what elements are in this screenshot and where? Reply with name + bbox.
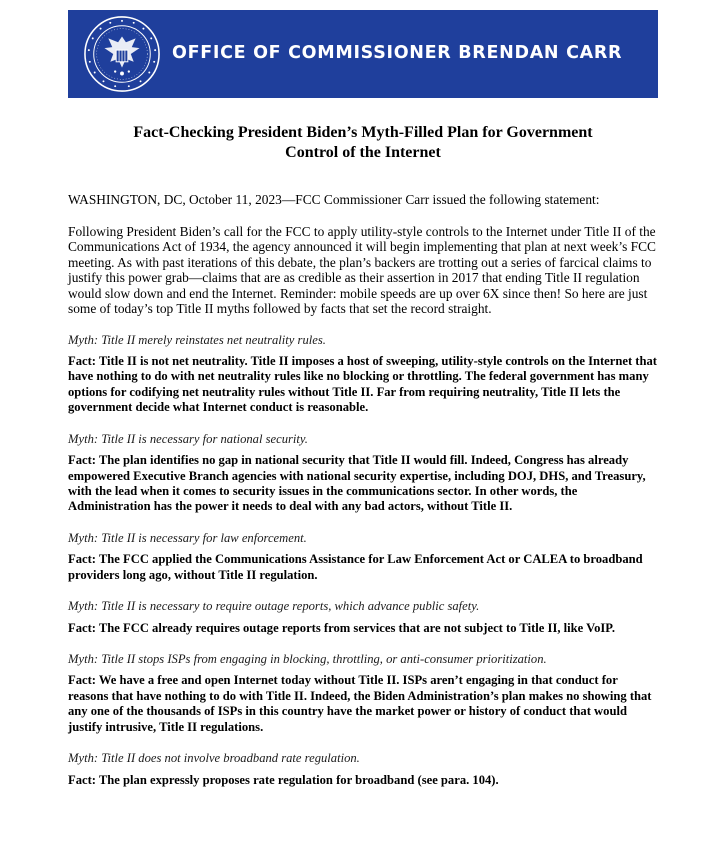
fact-statement: Fact: The plan expressly proposes rate regulation for broadband (see para. 104).: [68, 772, 499, 787]
header-banner: [68, 10, 658, 98]
banner-title: OFFICE OF COMMISSIONER BRENDAN CARR: [172, 43, 623, 63]
fact-statement: Fact: We have a free and open Internet today without Title II. ISPs aren’t engaging in that conduct for reasons that have nothing to do with Title II. Indeed, the Biden Administration’s plan makes no showing that any one of the thousands of ISPs in this country have the market power or history of conduct that would justify intrusive, Title II regulations.: [68, 673, 652, 734]
dateline: WASHINGTON, DC, October 11, 2023—FCC Commissioner Carr issued the following statement:: [68, 192, 600, 207]
myth-statement: Myth: Title II does not involve broadband rate regulation.: [68, 751, 360, 766]
intro-paragraph: Following President Biden’s call for the FCC to apply utility-style controls to the Internet under Title II of the Communications Act of 1934, the agency announced it will begin implementing that plan at next week’s FCC meeting. As with past iterations of this debate, the plan’s backers are trotting out a series of farcical claims to justify this power grab—claims that are as credible as their assertion in 2017 that ending Title II regulation would slow down and end the Internet. Reminder: mobile speeds are up over 6X since then! So here are just some of today’s top Title II myths followed by facts that set the record straight.: [68, 223, 656, 316]
myth-statement: Myth: Title II is necessary for law enforcement.: [68, 530, 307, 545]
myth-statement: Myth: Title II merely reinstates net neutrality rules.: [68, 332, 326, 347]
myth-statement: Myth: Title II stops ISPs from engaging in blocking, throttling, or anti-consumer prioritization.: [68, 651, 547, 666]
myth-statement: Myth: Title II is necessary to require outage reports, which advance public safety.: [68, 599, 480, 614]
document-title: [68, 123, 658, 163]
fact-statement: Fact: The FCC applied the Communications Assistance for Law Enforcement Act or CALEA to broadband providers long ago, without Title II regulation.: [68, 552, 643, 582]
myth-statement: Myth: Title II is necessary for national security.: [68, 431, 308, 446]
document-title-line-2: Control of the Internet: [285, 144, 441, 161]
fact-statement: Fact: The FCC already requires outage reports from services that are not subject to Title II, like VoIP.: [68, 620, 615, 635]
document-body: [68, 192, 658, 804]
fcc-seal-icon: [83, 15, 161, 93]
document-title-line-1: Fact-Checking President Biden’s Myth-Filled Plan for Government: [133, 124, 593, 141]
fact-statement: Fact: The plan identifies no gap in national security that Title II would fill. Indeed, Congress has already empowered Executive Branch agencies with national security expertise, including DOJ, DHS, and Treasury, with the lead when it comes to security issues in the communications sector. In other words, the Administration has the power it needs to deal with any bad actors, without Title II.: [68, 453, 646, 514]
fact-statement: Fact: Title II is not net neutrality. Title II imposes a host of sweeping, utility-style controls on the Internet that have nothing to do with net neutrality rules like no blocking or throttling. The federal government has many options for codifying net neutrality rules without Title II. Far from requiring neutrality, Title II lets the government decide what Internet conduct is reasonable.: [68, 354, 657, 415]
